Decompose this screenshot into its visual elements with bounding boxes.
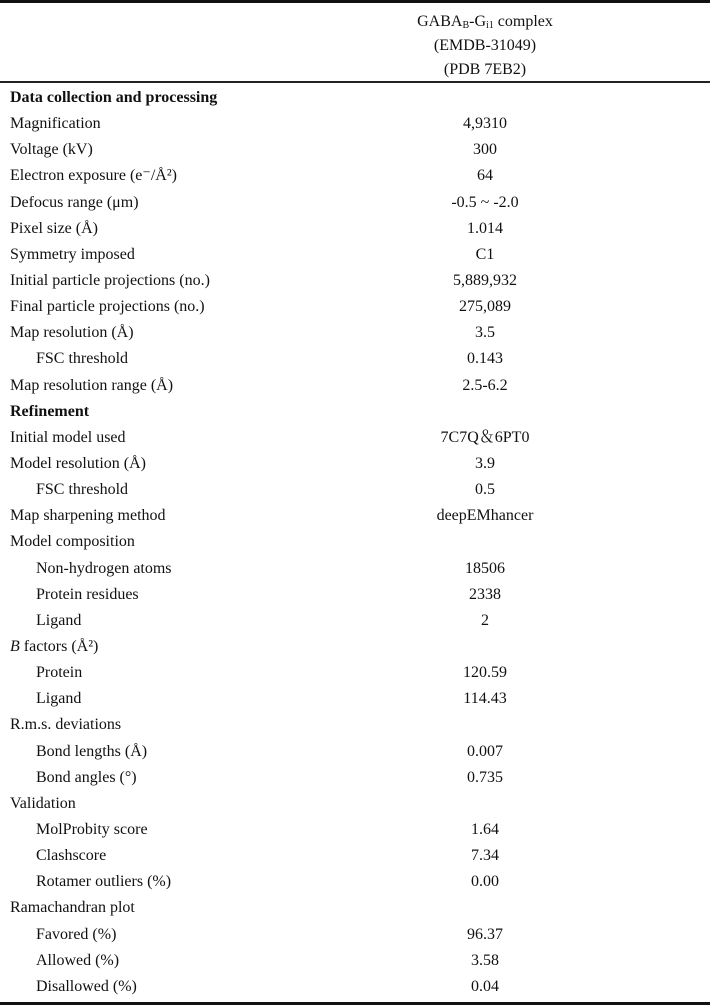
table-row	[0, 268, 710, 294]
table-row	[0, 294, 710, 320]
header-title-part: complex	[493, 13, 553, 30]
row-value: 64	[477, 167, 493, 185]
row-label: R.m.s. deviations	[10, 716, 122, 734]
row-label: Ligand	[36, 611, 82, 629]
row-label: Defocus range (μm)	[10, 193, 139, 211]
row-value: 1.014	[467, 219, 503, 237]
row-label: FSC threshold	[36, 350, 129, 368]
row-label: Allowed (%)	[36, 951, 120, 969]
row-label: Model composition	[10, 533, 135, 551]
row-label: Electron exposure (e⁻/Å²)	[10, 167, 177, 185]
header-subscript: i1	[486, 20, 494, 31]
row-label: Ligand	[36, 690, 82, 708]
table-row	[0, 216, 710, 242]
row-value: 0.735	[467, 768, 503, 786]
row-value: 7.34	[471, 847, 499, 865]
table-row	[0, 843, 710, 869]
row-label: Map sharpening method	[10, 507, 166, 525]
row-value: 0.04	[471, 977, 499, 995]
table-row	[0, 163, 710, 189]
row-label: Ramachandran plot	[10, 899, 135, 917]
row-label: B factors (Å²)	[10, 637, 99, 655]
table-row	[0, 190, 710, 216]
row-label: Refinement	[10, 402, 90, 420]
table-row	[0, 242, 710, 268]
row-label: Magnification	[10, 115, 101, 133]
table-row	[0, 634, 710, 660]
row-value: 3.9	[475, 454, 495, 472]
row-label: Initial model used	[10, 428, 126, 446]
table-row	[0, 477, 710, 503]
row-value: 2	[481, 611, 489, 629]
row-value: 275,089	[459, 298, 511, 316]
row-value: 2.5-6.2	[462, 376, 508, 394]
row-value: deepEMhancer	[436, 507, 534, 525]
header-title-part: GABA	[417, 13, 463, 30]
table-row	[0, 817, 710, 843]
table-row	[0, 320, 710, 346]
header-rule	[0, 81, 710, 83]
row-label: FSC threshold	[36, 481, 129, 499]
table-row	[0, 712, 710, 738]
table-row	[0, 137, 710, 163]
row-value: 4,9310	[463, 115, 507, 133]
row-value: 5,889,932	[453, 271, 517, 289]
table-row	[0, 582, 710, 608]
row-label: MolProbity score	[36, 820, 148, 838]
header-pdb: (PDB 7EB2)	[443, 61, 527, 78]
row-value: 2338	[469, 585, 501, 603]
header-title-part: -G	[469, 13, 487, 30]
table-row	[0, 791, 710, 817]
header-subscript: B	[462, 20, 470, 31]
row-label: Map resolution (Å)	[10, 324, 134, 342]
italic-symbol: B	[10, 637, 20, 655]
table-row	[0, 869, 710, 895]
row-label: Initial particle projections (no.)	[10, 271, 210, 289]
header-emdb: (EMDB-31049)	[433, 37, 537, 54]
table-body	[0, 85, 710, 1000]
table-row	[0, 948, 710, 974]
row-label: Map resolution range (Å)	[10, 376, 174, 394]
header-title	[260, 10, 710, 34]
row-label: Symmetry imposed	[10, 245, 135, 263]
row-label: Disallowed (%)	[36, 977, 137, 995]
row-value: 0.143	[467, 350, 503, 368]
row-label: Protein	[36, 664, 83, 682]
row-value: -0.5 ~ -2.0	[451, 193, 519, 211]
row-label: Validation	[10, 794, 76, 812]
row-value: 300	[473, 141, 497, 159]
table-row	[0, 608, 710, 634]
row-label: Bond lengths (Å)	[36, 742, 148, 760]
row-label: Favored (%)	[36, 925, 117, 943]
row-value: 114.43	[463, 690, 507, 708]
row-label: Clashscore	[36, 847, 107, 865]
row-label: Rotamer outliers (%)	[36, 873, 172, 891]
table-row	[0, 895, 710, 921]
row-label: Bond angles (°)	[36, 768, 137, 786]
row-value: 120.59	[463, 664, 507, 682]
row-label: Model resolution (Å)	[10, 454, 146, 472]
row-value: 3.58	[471, 951, 499, 969]
section-heading-row	[0, 85, 710, 111]
table-row	[0, 660, 710, 686]
table-row	[0, 529, 710, 555]
table-row	[0, 111, 710, 137]
row-value: 0.5	[475, 481, 495, 499]
row-value: 18506	[465, 559, 505, 577]
table-row	[0, 556, 710, 582]
row-label: Data collection and processing	[10, 89, 218, 106]
table-row	[0, 503, 710, 529]
table-row	[0, 373, 710, 399]
row-value: 96.37	[467, 925, 503, 943]
row-value: 3.5	[475, 324, 495, 342]
row-value: C1	[475, 245, 495, 263]
row-label: Non-hydrogen atoms	[36, 559, 172, 577]
table-row	[0, 451, 710, 477]
row-value: 0.007	[467, 742, 503, 760]
table-row	[0, 425, 710, 451]
row-label: Protein residues	[36, 585, 139, 603]
row-label: Pixel size (Å)	[10, 219, 98, 237]
row-label: Voltage (kV)	[10, 141, 93, 159]
column-header	[260, 10, 710, 82]
table-bottom-rule	[0, 1002, 710, 1005]
table-top-rule	[0, 0, 710, 3]
table-row	[0, 686, 710, 712]
row-value: 0.00	[471, 873, 499, 891]
table-row	[0, 739, 710, 765]
row-label: Final particle projections (no.)	[10, 298, 205, 316]
table-row	[0, 765, 710, 791]
table-row	[0, 922, 710, 948]
table-row	[0, 346, 710, 372]
table-row	[0, 974, 710, 1000]
row-value: 1.64	[471, 820, 499, 838]
section-heading-row	[0, 399, 710, 425]
row-value: 7C7Q＆6PT0	[440, 428, 530, 446]
